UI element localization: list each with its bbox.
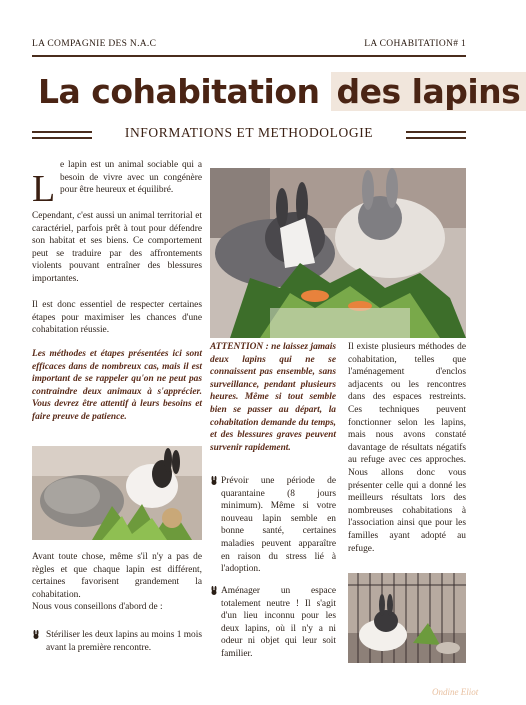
header-left: LA COMPAGNIE DES N.A.C — [32, 39, 157, 49]
bullet-sterilize-text: Stériliser les deux lapins au moins 1 mois avant la première rencontre. — [46, 630, 202, 653]
attention-warning: ATTENTION : ne laissez jamais deux lapins qui ne se connaissent pas ensemble, sans surveillance, pendant plusieurs heures. Même si tout semble bien se passer au départ, la cohabitation demande du temps, et des blessures graves peuvent survenir rapidement. — [210, 342, 336, 453]
paragraph-advice: Nous vous conseillons d'abord de : — [32, 602, 163, 612]
bullet-neutral-space — [210, 585, 336, 661]
methods-paragraph: Il existe plusieurs méthodes de cohabitation, telles que l'aménagement d'enclos adjacents ou les rencontres dans des espaces restreints. Ces techniques peuvent fonctionner selon les lapins, mais nous avons constaté davantage de résultats négatifs au refuge avec ces approches. Nous allons donc vous présenter celle qui a donné les meilleurs résultats lors des nombreuses cohabitations à l'association ainsi que pour les familles ayant adopté au refuge. — [348, 342, 466, 554]
header-right: LA COHABITATION# 1 — [364, 39, 466, 49]
dropcap: L — [32, 168, 56, 210]
intro-paragraph: e lapin est un animal sociable qui a besoin de vivre avec un congénère pour être heureux et équilibré. — [60, 160, 202, 196]
subtitle-rule-right-top — [406, 131, 466, 133]
two-bunnies-eating-photo — [210, 168, 466, 338]
bunny-icon — [210, 586, 221, 599]
paragraph-steps: Il est donc essentiel de respecter certaines étapes pour maximiser les chances d'une cohabitation réussie. — [32, 300, 202, 336]
bunny-icon — [210, 476, 221, 489]
author-signature: Ondine Eliot — [432, 687, 479, 697]
paragraph-territorial: Cependant, c'est aussi un animal territorial et caractériel, parfois prêt à tout pour défendre son habitat et ses biens. Ce comportement peut se traduire par des affrontements violents pouvant entraîner des blessures importantes. — [32, 211, 202, 284]
bunny-in-cage-photo — [348, 573, 466, 663]
bullet-sterilize — [32, 629, 202, 654]
bunnies-on-grass-photo — [32, 446, 202, 540]
bullet-quarantine — [210, 475, 336, 576]
bunny-icon — [32, 630, 43, 643]
subtitle: INFORMATIONS ET METHODOLOGIE — [124, 125, 374, 140]
page-title — [38, 72, 526, 111]
paragraph-before-all: Avant toute chose, même s'il n'y a pas de règles et que chaque lapin est différent, certaines favorisent grandement la cohabitation. — [32, 552, 202, 600]
subtitle-rule-right-bottom — [406, 137, 466, 139]
header-rule — [32, 55, 466, 57]
title-part1: La cohabitation — [38, 72, 331, 111]
title-highlight: des lapins — [331, 72, 526, 111]
italic-note: Les méthodes et étapes présentées ici sont efficaces dans de nombreux cas, mais il est important de se rappeler qu'on ne peut pas contraindre deux animaux à s'apprécier. Vous devrez être attentif à leurs besoins et faire preuve de patience. — [32, 349, 202, 422]
bullet-quarantine-text: Prévoir une période de quarantaine (8 jours minimum). Même si votre nouveau lapin semble en bonne santé, certaines maladies peuvent apparaître en raison du stress lié à l'adoption. — [221, 476, 336, 575]
bullet-neutral-space-text: Aménager un espace totalement neutre ! Il s'agit d'un lieu inconnu pour les deux lapins, où il n'y a ni odeur ni objet qui leur soit familier. — [221, 586, 336, 659]
